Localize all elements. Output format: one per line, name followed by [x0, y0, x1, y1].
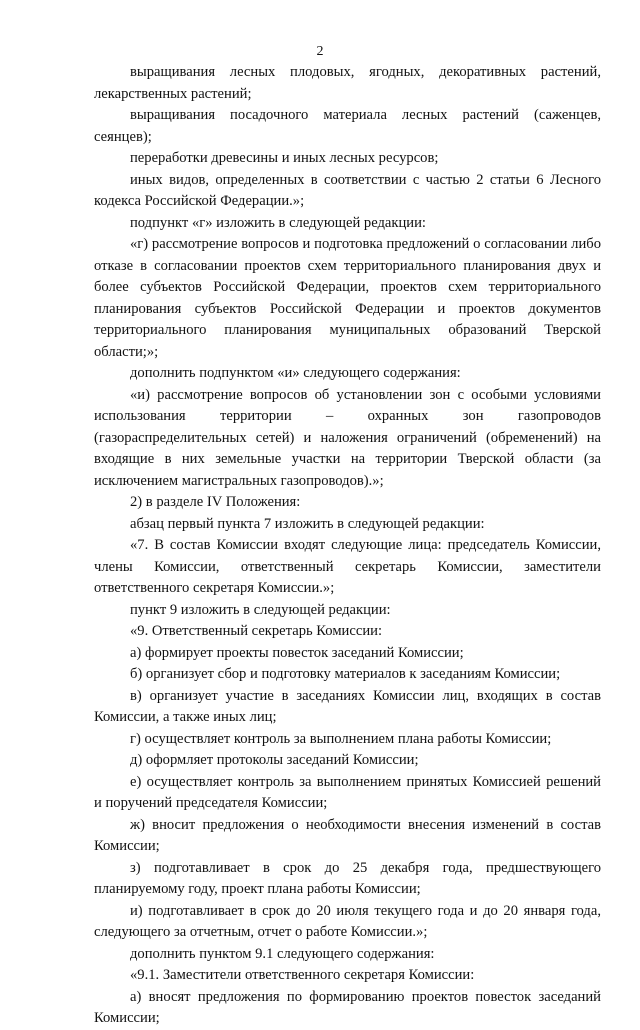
paragraph: выращивания лесных плодовых, ягодных, декоративных растений, лекарственных растений; [94, 64, 601, 102]
paragraph: «9.1. Заместители ответственного секретаря Комиссии: [130, 967, 475, 983]
paragraph: подпункт «г» изложить в следующей редакции: [130, 214, 426, 231]
paragraph: дополнить подпунктом «и» следующего содержания: [130, 365, 461, 381]
paragraph: иных видов, определенных в соответствии с частью 2 статьи 6 Лесного кодекса Российской Федерации.»; [94, 171, 601, 209]
paragraph: выращивания посадочного материала лесных растений (саженцев, сеянцев); [94, 107, 601, 145]
paragraph: д) оформляет протоколы заседаний Комиссии; [130, 752, 419, 768]
page-number: 2 [316, 44, 324, 59]
paragraph: з) подготавливает в срок до 25 декабря года, предшествующего планируемому году, проект плана работы Комиссии; [94, 859, 601, 897]
paragraph: переработки древесины и иных лесных ресурсов; [130, 150, 439, 166]
paragraph: е) осуществляет контроль за выполнением принятых Комиссией решений и поручений председателя Комиссии; [94, 773, 601, 811]
paragraph: а) формирует проекты повесток заседаний Комиссии; [130, 644, 464, 661]
paragraph: а) вносят предложения по формированию проектов повесток заседаний Комиссии; [94, 988, 601, 1026]
paragraph: дополнить пунктом 9.1 следующего содержания: [130, 945, 435, 962]
document-body [94, 62, 601, 1030]
paragraph: «и) рассмотрение вопросов об установлении зон с особыми условиями использования территории – охранных зон газопроводов (газораспределительных сетей) и наложения ограничений (обременений) на входящие в них земельные участки на территории Тверской области (за исключением магистральных газопроводов).»; [94, 386, 601, 489]
paragraph: в) организует участие в заседаниях Комиссии лиц, входящих в состав Комиссии, а также иных лиц; [94, 687, 601, 725]
paragraph: и) подготавливает в срок до 20 июля текущего года и до 20 января года, следующего за отчетным, отчет о работе Комиссии.»; [94, 902, 601, 940]
paragraph: ж) вносит предложения о необходимости внесения изменений в состав Комиссии; [94, 816, 601, 854]
paragraph: г) осуществляет контроль за выполнением плана работы Комиссии; [130, 730, 552, 747]
paragraph: «9. Ответственный секретарь Комиссии: [130, 623, 382, 639]
paragraph: «г) рассмотрение вопросов и подготовка предложений о согласовании либо отказе в согласовании проектов схем территориального планирования двух и более субъектов Российской Федерации, проектов схем территориального планирования субъектов Российской Федерации и проектов документов территориального планирования муниципальных образований Тверской области;»; [94, 236, 601, 360]
paragraph: «7. В состав Комиссии входят следующие лица: председатель Комиссии, члены Комиссии, ответственный секретарь Комиссии, заместители ответственного секретаря Комиссии.»; [94, 537, 601, 596]
paragraph: б) организует сбор и подготовку материалов к заседаниям Комиссии; [130, 666, 561, 682]
paragraph: 2) в разделе IV Положения: [130, 494, 301, 510]
paragraph: абзац первый пункта 7 изложить в следующей редакции: [130, 515, 485, 532]
paragraph: пункт 9 изложить в следующей редакции: [130, 601, 391, 618]
